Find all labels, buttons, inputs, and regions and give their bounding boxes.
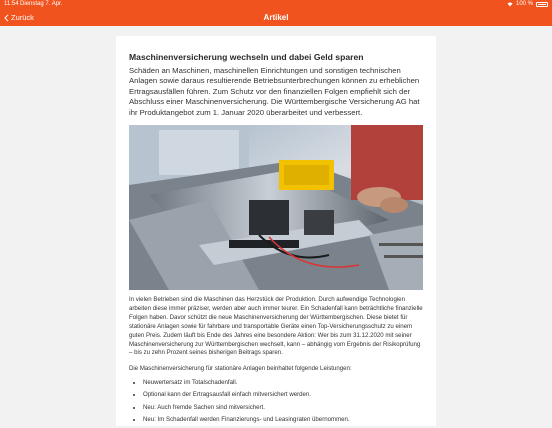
list-intro: Die Maschinenversicherung für stationäre Anlagen beinhaltet folgende Leistungen: (129, 365, 352, 373)
article-lead: Schäden an Maschinen, maschinellen Einrichtungen und sonstigen technischen Anlagen sowie daraus resultierende Betriebsunterbrechungen können zu erheblichen Ertragsausfällen führen. Zum Schutz vor den finanziellen Folgen empfiehlt sich der Abschluss einer Maschinenversicherung. Die Württembergische Versicherung AG hat ihr Produktangebot zum 1. Januar 2020 überarbeitet und verbessert. (129, 66, 420, 117)
article-headline: Maschinenversicherung wechseln und dabei Geld sparen (129, 52, 364, 62)
back-label: Zurück (11, 13, 34, 22)
battery-percent: 100 % (515, 1, 533, 7)
list-item: • Neu: Im Schadenfall werden Finanzierungs- und Leasingraten übernommen. (143, 416, 423, 425)
status-time: 11:54 (4, 1, 19, 7)
page-title: Artikel (263, 13, 289, 22)
list-item: • Neuwertersatz im Totalschadenfall. (143, 379, 423, 388)
machine-photo (129, 125, 423, 290)
nav-bar (0, 9, 552, 26)
article-content (129, 52, 423, 428)
status-right (507, 0, 548, 9)
status-bar (0, 0, 552, 9)
status-date: Dienstag 7. Apr. (20, 1, 63, 7)
back-button[interactable] (4, 9, 34, 26)
list-item: • Neu: Auch fremde Sachen sind mitversichert. (143, 404, 423, 413)
list-item: • Optional kann der Ertragsausfall einfach mitversichert werden. (143, 391, 423, 400)
wifi-icon (507, 2, 513, 7)
benefits-list (129, 379, 423, 425)
article-image (129, 125, 423, 290)
article-card (116, 36, 436, 426)
battery-icon (536, 2, 548, 7)
article-body: In vielen Betrieben sind die Maschinen das Herzstück der Produktion. Durch aufwendige Technologien arbeiten diese immer präziser, werden aber auch immer teurer. Ein Schadenfall kann beträchtliche finanzielle Folgen haben. Davor schützt die neue Maschinenversicherung der Württembergischen. Diese bietet für stationäre Anlagen sowie für fahrbare und transportable Geräte einen Top-Versicherungsschutz zu einem guten Preis. Zudem läuft bis Ende des Jahres eine besondere Aktion: Wer bis zum 31.12.2020 mit seiner Maschinenversicherung zur Württembergischen wechselt, kann – abhängig vom Ergebnis der Risikoprüfung – bis zu zehn Prozent seines bisherigen Beitrags sparen. (129, 296, 423, 357)
chevron-left-icon (4, 14, 9, 22)
